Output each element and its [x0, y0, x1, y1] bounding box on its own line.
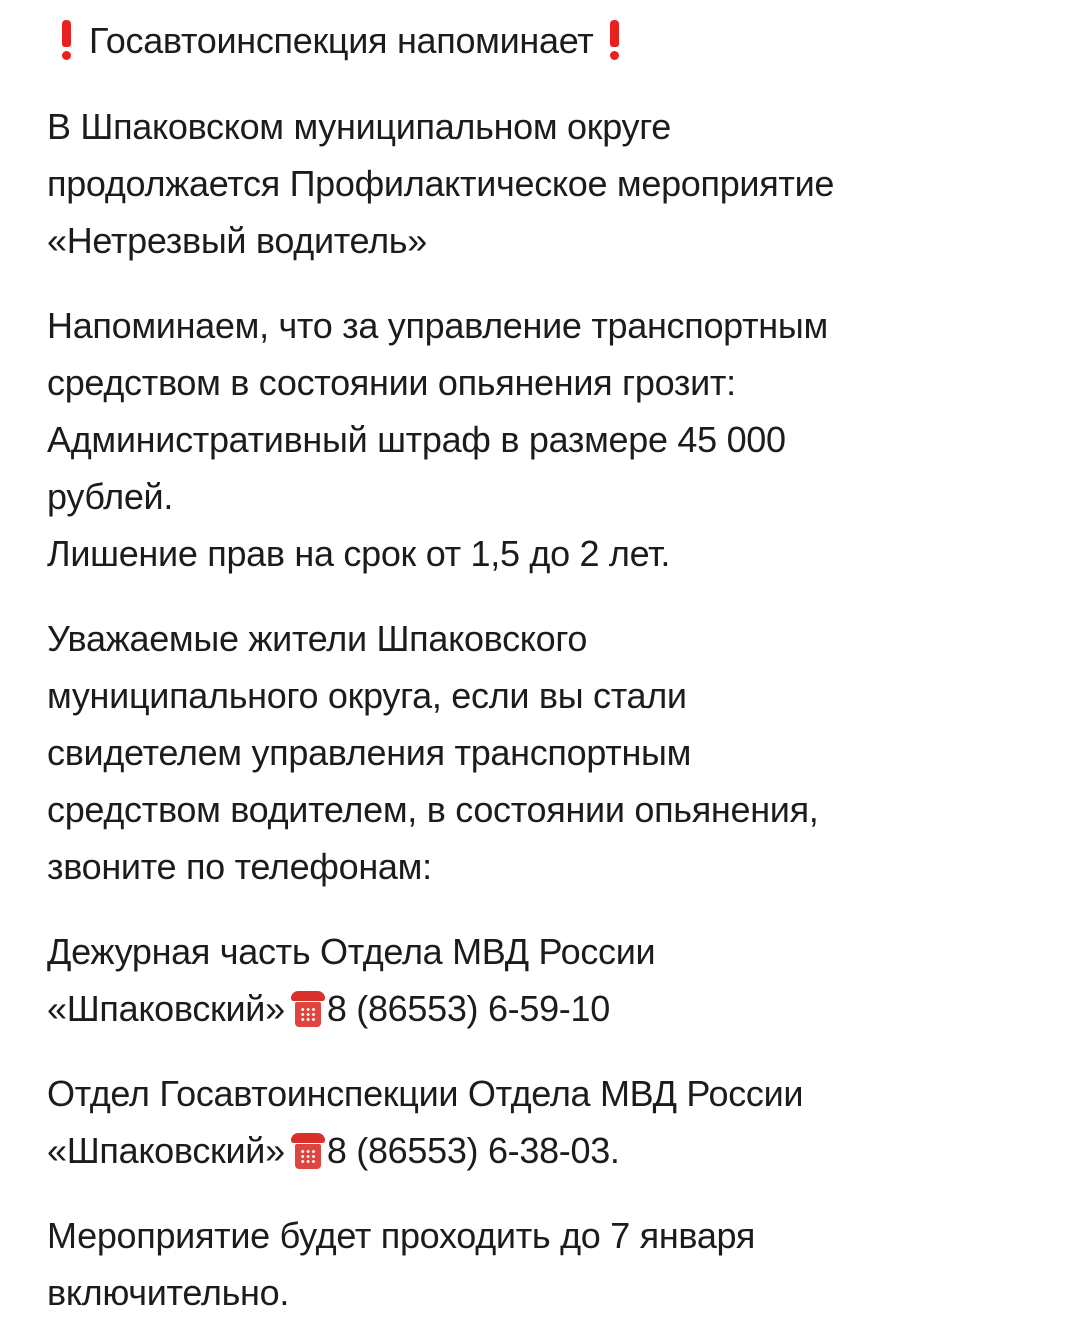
reminder-paragraph	[47, 297, 1047, 582]
contact-name: Дежурная часть Отдела МВД России	[47, 931, 656, 972]
contact-org: «Шпаковский»	[47, 1130, 285, 1171]
text-line: Административный штраф в размере 45 000	[47, 419, 786, 460]
closing-paragraph	[47, 1207, 1047, 1321]
text-line: Уважаемые жители Шпаковского	[47, 618, 588, 659]
text-line: средством водителем, в состоянии опьянения,	[47, 789, 819, 830]
post-headline	[47, 10, 1047, 70]
text-line: продолжается Профилактическое мероприятие	[47, 163, 835, 204]
intro-paragraph	[47, 98, 1047, 269]
message-post	[47, 10, 1047, 1321]
contact-duty-unit	[47, 923, 1047, 1037]
text-line: рублей.	[47, 476, 174, 517]
telephone-icon	[291, 1133, 325, 1169]
text-line: Лишение прав на срок от 1,5 до 2 лет.	[47, 533, 671, 574]
text-line: средством в состоянии опьянения грозит:	[47, 362, 736, 403]
text-line: «Нетрезвый водитель»	[47, 220, 427, 261]
telephone-icon	[291, 991, 325, 1027]
text-line: муниципального округа, если вы стали	[47, 675, 687, 716]
text-line: Напоминаем, что за управление транспортным	[47, 305, 828, 346]
text-line: включительно.	[47, 1272, 290, 1313]
appeal-paragraph	[47, 610, 1047, 895]
text-line: свидетелем управления транспортным	[47, 732, 692, 773]
text-line: В Шпаковском муниципальном округе	[47, 106, 672, 147]
contact-org: «Шпаковский»	[47, 988, 285, 1029]
contact-phone-line	[47, 1122, 1047, 1179]
text-line: звоните по телефонам:	[47, 846, 432, 887]
contact-phone-line	[47, 980, 1047, 1037]
phone-number[interactable]: 8 (86553) 6-59-10	[326, 988, 610, 1029]
headline-text: Госавтоинспекция напоминает	[89, 19, 594, 61]
phone-number[interactable]: 8 (86553) 6-38-03.	[326, 1130, 620, 1171]
contact-traffic-police	[47, 1065, 1047, 1179]
exclamation-icon	[609, 20, 619, 60]
text-line: Мероприятие будет проходить до 7 января	[47, 1215, 756, 1256]
exclamation-icon	[61, 20, 71, 60]
contact-name: Отдел Госавтоинспекции Отдела МВД России	[47, 1073, 804, 1114]
